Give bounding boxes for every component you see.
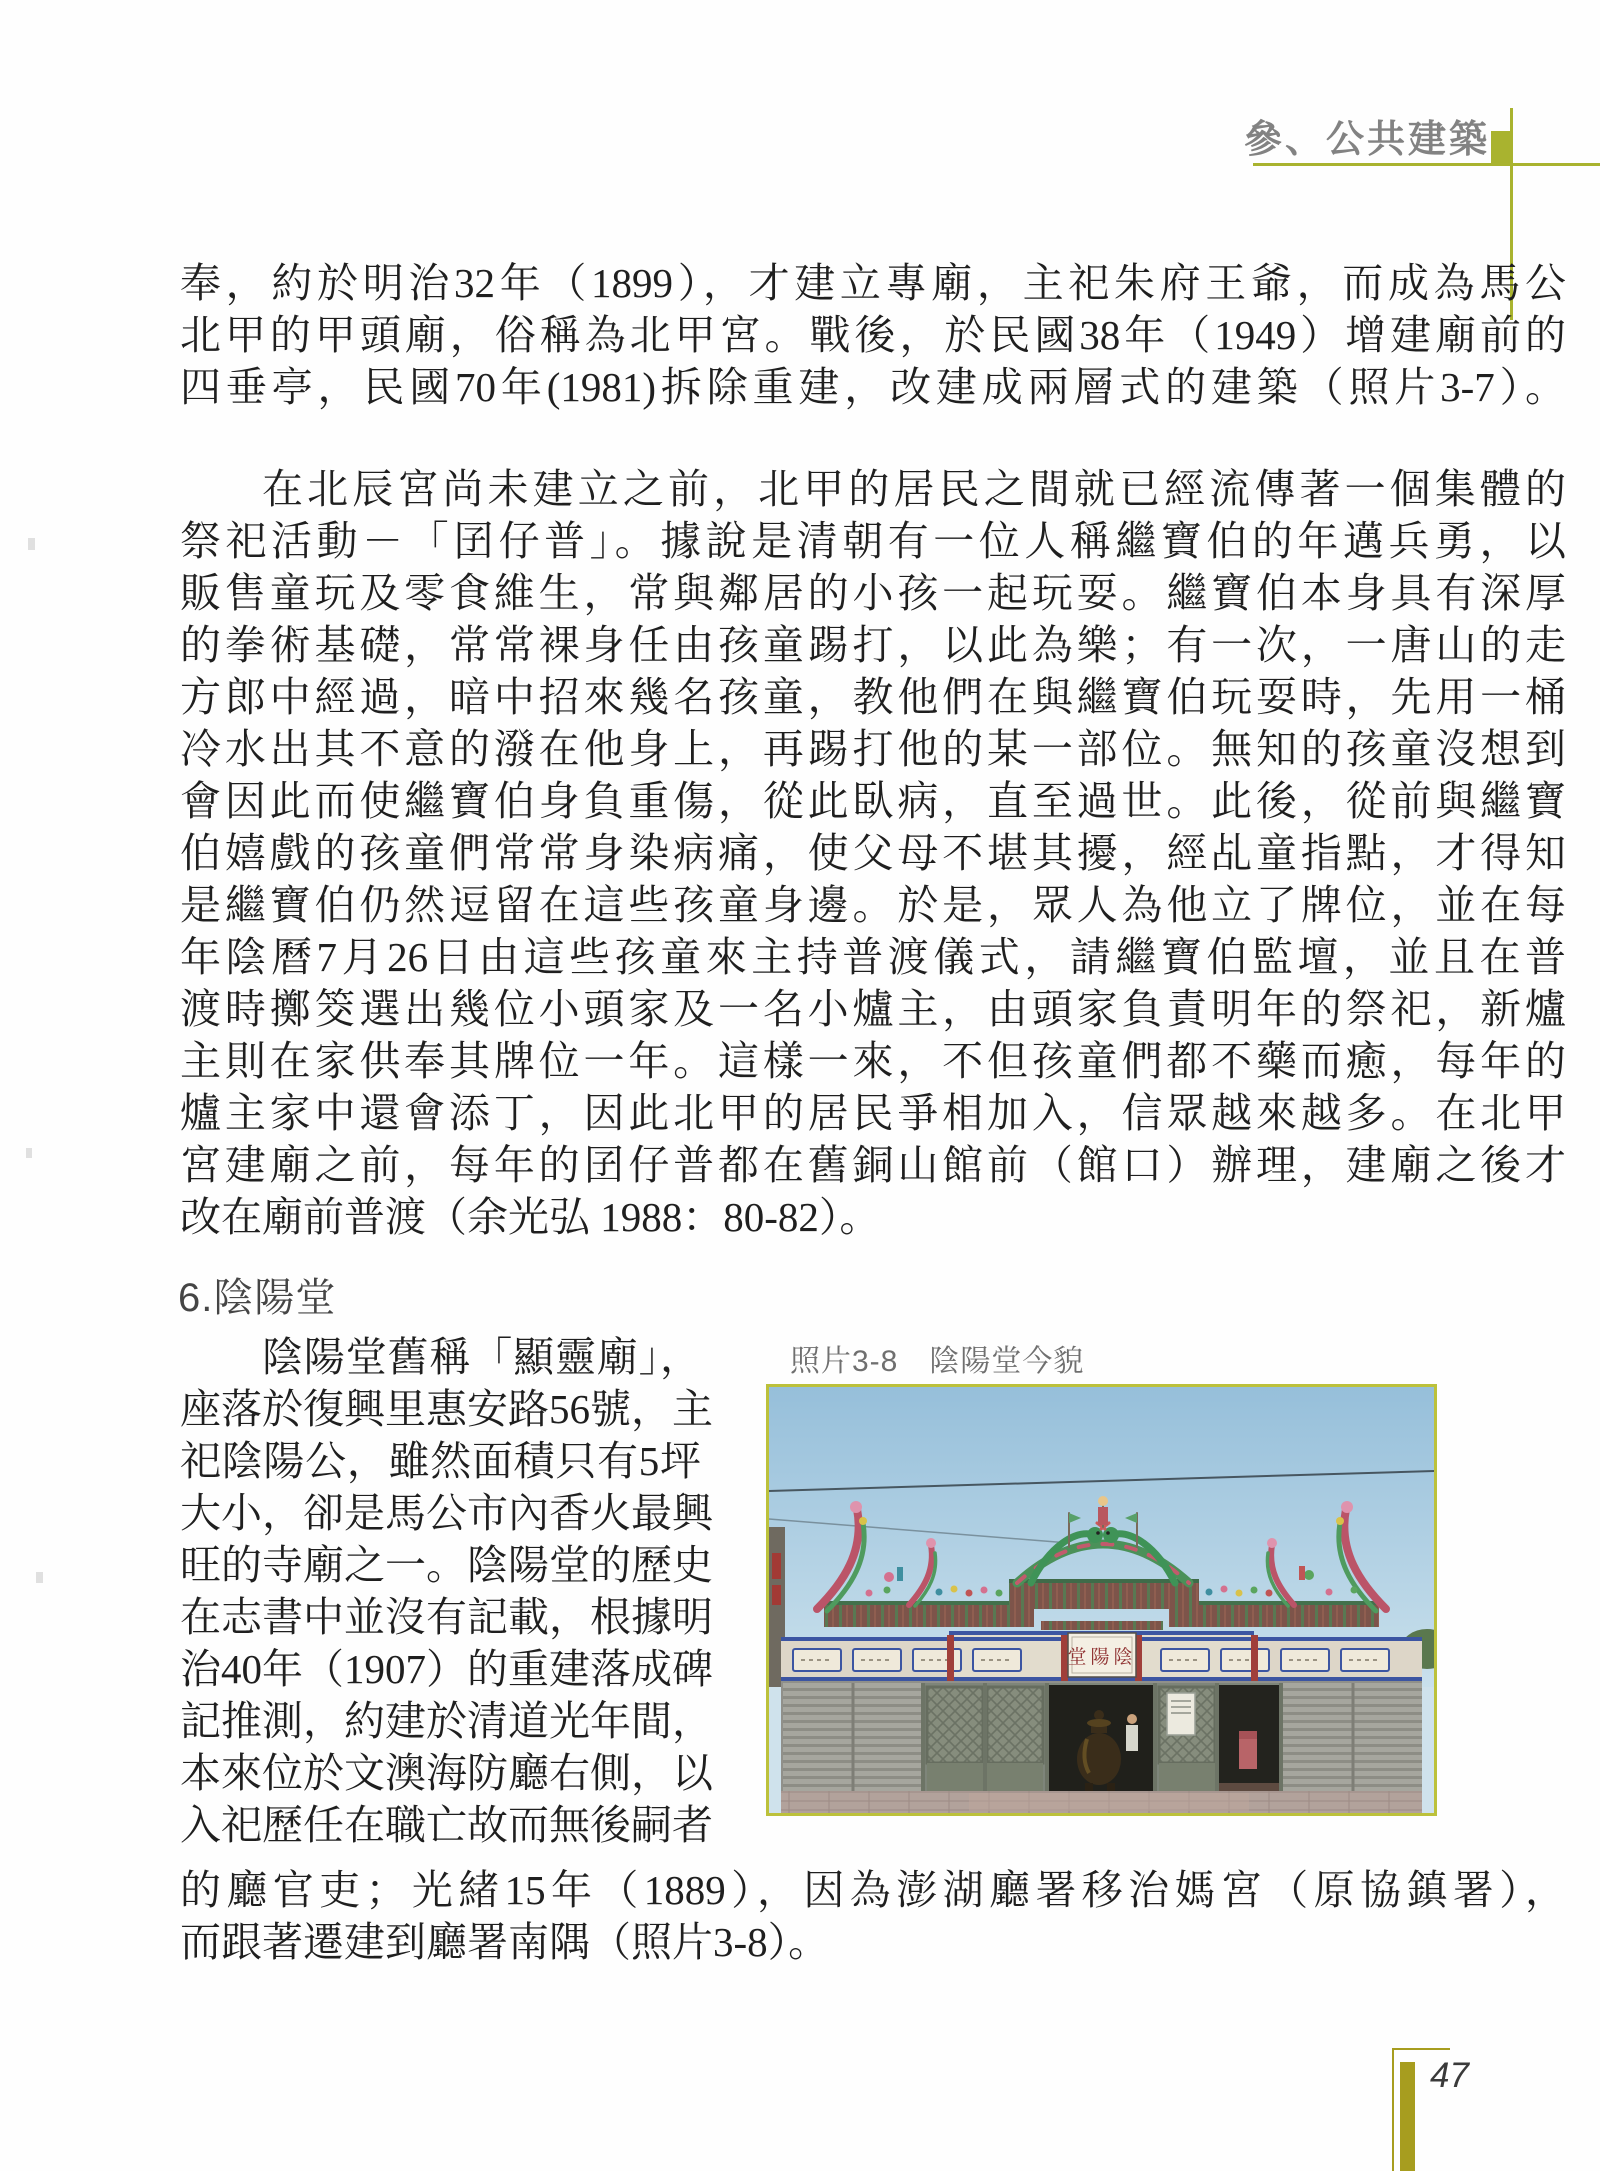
central-doorway [1049,1685,1153,1795]
text-line: 渡時擲筊選出幾位小頭家及一名小爐主，由頭家負責明年的祭祀，新爐 [180,986,1566,1032]
text-line: 座落於復興里惠安路56號，主 [180,1386,713,1432]
pavement [781,1791,1422,1813]
temple-photo [766,1384,1437,1816]
text-line: 的拳術基礎，常常裸身任由孩童踢打，以此為樂；有一次，一唐山的走 [180,622,1566,668]
text-line: 陰陽堂舊稱「顯靈廟」， [262,1334,701,1380]
footer-accent-bar [1400,2062,1415,2171]
section-heading: 6.陰陽堂 [178,1276,337,1320]
header-rule-horizontal [1253,163,1600,166]
temple-sign-text: 堂陽陰 [1067,1647,1137,1668]
text-line: 祀陰陽公，雖然面積只有5坪 [180,1438,701,1484]
text-line: 冷水出其不意的潑在他身上，再踢打他的某一部位。無知的孩童沒想到 [180,726,1566,772]
text-line: 宮建廟之前，每年的囝仔普都在舊銅山館前（館口）辦理，建廟之後才 [180,1142,1566,1188]
person-figure [1126,1725,1138,1751]
text-line: 四垂亭，民國70年(1981)拆除重建，改建成兩層式的建築（照片3-7）。 [180,364,1566,410]
text-line: 爐主家中還會添丁，因此北甲的居民爭相加入，信眾越來越多。在北甲 [180,1090,1566,1136]
scan-speck [28,538,35,550]
text-line: 年陰曆7月26日由這些孩童來主持普渡儀式，請繼寶伯監壇，並且在普 [180,934,1566,980]
red-chair [1239,1739,1257,1769]
text-line: 販售童玩及零食維生，常與鄰居的小孩一起玩耍。繼寶伯本身具有深厚 [180,570,1566,616]
text-line: 本來位於文澳海防廳右側，以 [180,1750,713,1796]
text-line: 祭祀活動－「囝仔普」。據說是清朝有一位人稱繼寶伯的年邁兵勇，以 [180,518,1566,564]
running-header-title: 參、公共建築 [1243,119,1490,161]
scan-speck [36,1572,43,1583]
photo-caption: 照片3-8 陰陽堂今貌 [790,1345,1085,1378]
text-line: 會因此而使繼寶伯身負重傷，從此臥病，直至過世。此後，從前與繼寶 [180,778,1566,824]
text-line: 北甲的甲頭廟，俗稱為北甲宮。戰後，於民國38年（1949）增建廟前的 [180,312,1566,358]
text-line: 旺的寺廟之一。陰陽堂的歷史 [180,1542,713,1588]
paragraph-2 [180,463,1566,1243]
text-line: 大小，卻是馬公市內香火最興 [180,1490,713,1536]
tail-paragraph [180,1864,1566,1968]
text-line: 改在廟前普渡（余光弘 1988：80-82）。 [180,1194,881,1240]
text-line: 的廳官吏；光緒15年（1889），因為澎湖廳署移治媽宮（原協鎮署）， [180,1867,1566,1913]
temple-photo-illustration [769,1387,1434,1813]
temple-facade [781,1681,1422,1797]
lattice-door [927,1687,983,1763]
text-line: 而跟著遷建到廳署南隅（照片3-8）。 [180,1919,830,1965]
section-left-column [180,1331,713,1851]
lattice-door [987,1687,1043,1763]
paragraph-1 [180,257,1566,413]
right-doorway [1219,1685,1281,1795]
text-line: 伯嬉戲的孩童們常常身染病痛，使父母不堪其擾，經乩童指點，才得知 [180,830,1566,876]
scan-speck [26,1148,32,1158]
text-line: 在志書中並沒有記載，根據明 [180,1594,713,1640]
temple-sign-board [1067,1633,1136,1677]
text-line: 方郎中經過，暗中招來幾名孩童，教他們在與繼寶伯玩耍時，先用一桶 [180,674,1566,720]
text-line: 奉，約於明治32年（1899），才建立專廟，主祀朱府王爺，而成為馬公 [180,260,1566,306]
footer-bracket-horizontal [1392,2048,1450,2050]
text-line: 記推測，約建於清道光年間， [180,1698,713,1744]
text-line: 是繼寶伯仍然逗留在這些孩童身邊。於是，眾人為他立了牌位，並在每 [180,882,1566,928]
text-line: 在北辰宮尚未建立之前，北甲的居民之間就已經流傳著一個集體的 [262,466,1566,512]
text-line: 主則在家供奉其牌位一年。這樣一來，不但孩童們都不藥而癒，每年的 [180,1038,1566,1084]
page-number: 47 [1430,2056,1469,2095]
footer-bracket-vertical [1392,2048,1394,2171]
header-accent-square [1491,131,1510,165]
text-line: 治40年（1907）的重建落成碑 [180,1646,713,1692]
door-notice [1167,1693,1195,1735]
text-line: 入祀歷任在職亡故而無後嗣者 [180,1802,713,1848]
